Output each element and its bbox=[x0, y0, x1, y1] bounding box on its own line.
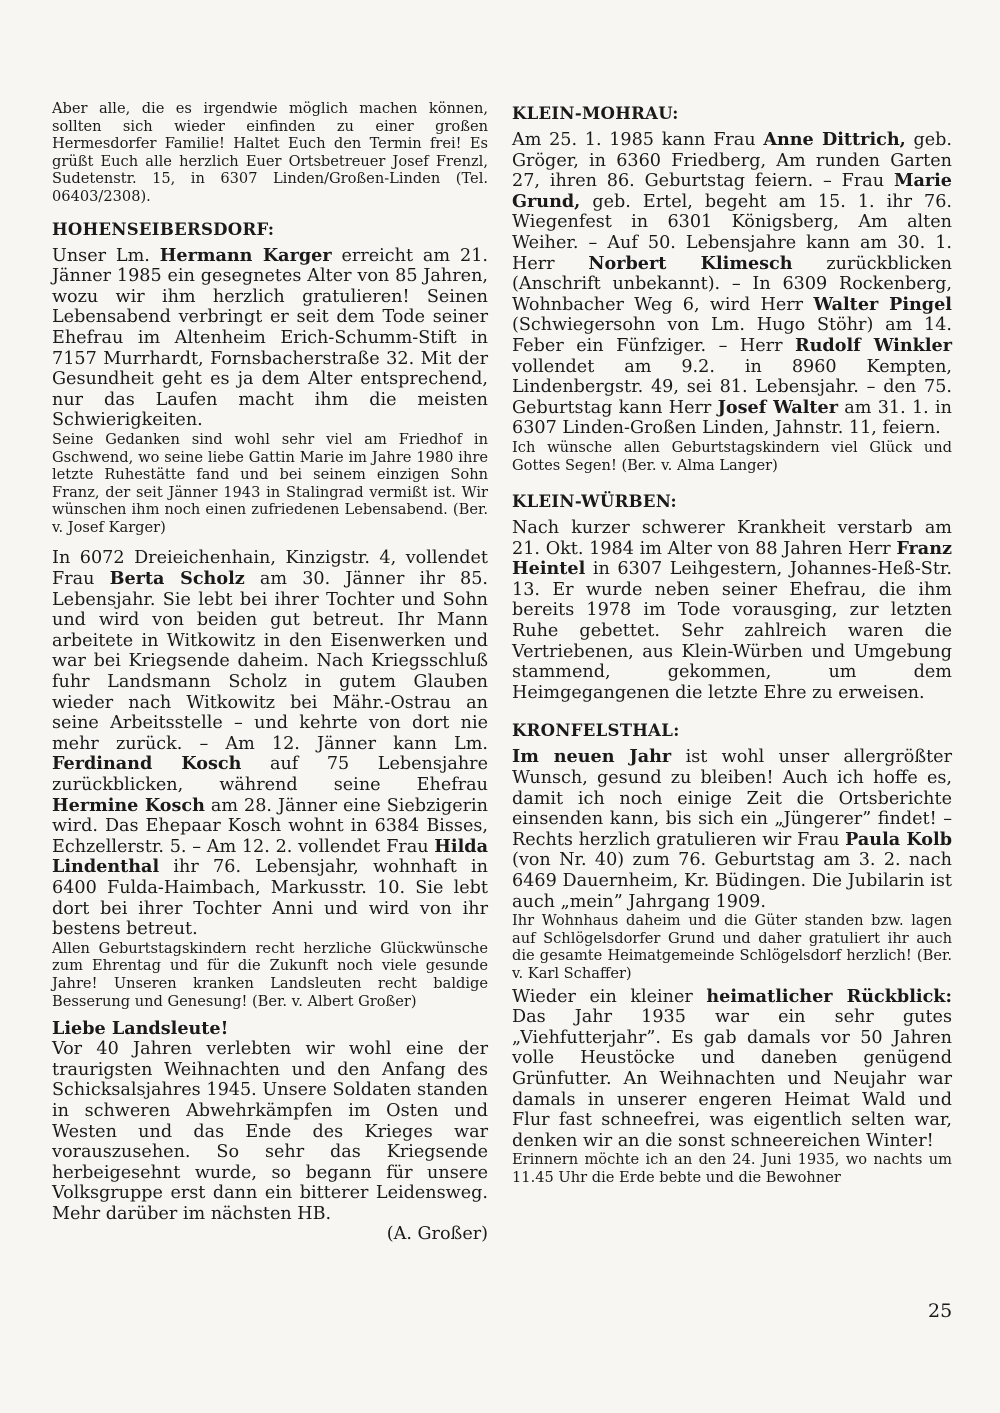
name-marie-grund: Marie Grund, bbox=[512, 170, 952, 212]
section-kronfelsthal bbox=[512, 721, 952, 1186]
section-klein-mohrau bbox=[512, 104, 952, 474]
name-walter-pingel: Walter Pingel bbox=[813, 293, 952, 315]
paragraph-klein-wuerben: Nach kurzer schwerer Krankheit verstarb am 21. Okt. 1984 im Alter von 88 Jahren Herr Franz Heintel in 6307 Leihgestern, Johannes-Heß-Str. 13. Er wurde neben seiner Ehefrau, die ihm bereits 1978 im Tode vorausging, zur letzten Ruhe gebettet. Sehr zahlreich waren die Vertriebenen, aus Klein-Würben und Umgebung stammend, gekommen, um dem Heimgegangenen die letzte Ehre zu erweisen. bbox=[512, 518, 952, 703]
paragraph-kronfelsthal-small: Ihr Wohnhaus daheim und die Güter standen bzw. lagen auf Schlögelsdorfer Grund und daher gratuliert ihr auch die gesamte Heimatgemeinde Schlögelsdorf herzlich! (Ber. v. Karl Schaffer) bbox=[512, 912, 952, 982]
name-hermann-karger: Hermann Karger bbox=[159, 244, 332, 266]
name-paula-kolb: Paula Kolb bbox=[845, 828, 952, 850]
left-column bbox=[52, 100, 488, 1245]
name-franz-heintel: Franz Heintel bbox=[512, 537, 952, 580]
name-josef-walter: Josef Walter bbox=[717, 396, 839, 418]
paragraph-rueckblick: Wieder ein kleiner heimatlicher Rückblick: Das Jahr 1935 war ein sehr gutes „Viehfutterjahr”. Es gab damals vor 50 Jahren volle Heustöcke und daneben genügend Grünfutter. An Weihnachten und Neujahr war damals in unserer engeren Heimat Wald und Flur fast schneefrei, was eigentlich selten war, denken wir an die sonst schneereichen Winter! bbox=[512, 985, 952, 1151]
paragraph-kronfelsthal: Im neuen Jahr ist wohl unser allergrößter Wunsch, gesund zu bleiben! Auch ich hoffe es, damit ich noch einige Zeit die Ortsberichte einsenden kann, bis sich ein „Jüngerer” findet! – Rechts herzlich gratulieren wir Frau Paula Kolb (von Nr. 40) zum 76. Geburtstag am 3. 2. nach 6469 Dauernheim, Kr. Büdingen. Die Jubilarin ist auch „mein” Jahrgang 1909. bbox=[512, 746, 952, 912]
name-rudolf-winkler: Rudolf Winkler bbox=[795, 334, 952, 356]
heading-kronfelsthal: KRONFELSTHAL: bbox=[512, 721, 680, 741]
heading-klein-mohrau: KLEIN-MOHRAU: bbox=[512, 104, 679, 123]
paragraph-dreieichenhain: In 6072 Dreieichenhain, Kinzigstr. 4, vollendet Frau Berta Scholz am 30. Jänner ihr 85. Lebensjahr. Sie lebt bei ihrer Tochter und Sohn und wird von beiden gut betreut. Ihr Mann arbeitete in Witkowitz in den Eisenwerken und war bei Kriegsende daheim. Nach Kriegsschluß fuhr Landsmann Scholz in gutem Glauben wieder nach Witkowitz bei Mähr.-Ostrau an seine Arbeitsstelle – und kehrte von dort nie mehr zurück. – Am 12. Jänner kann Lm. Ferdinand Kosch auf 75 Lebensjahre zurückblicken, während seine Ehefrau Hermine Kosch am 28. Jänner eine Siebzigerin wird. Das Ehepaar Kosch wohnt in 6384 Bisses, Echzellerstr. 5. – Am 12. 2. vollendet Frau Hilda Lindenthal ihr 76. Lebensjahr, wohnhaft in 6400 Fulda-Haimbach, Markusstr. 10. Sie lebt dort bei ihrer Tochter Anni und wird von ihr bestens betreut. bbox=[52, 548, 489, 940]
section-klein-wuerben bbox=[512, 492, 952, 703]
right-column bbox=[512, 104, 952, 1187]
section-hohenseibersdorf bbox=[52, 220, 488, 537]
paragraph-liebe-landsleute: Vor 40 Jahren verlebten wir wohl eine der traurigsten Weihnachten und den Anfang des Schicksalsjahres 1945. Unsere Soldaten standen in schweren Abwehrkämpfen im Osten und Westen und das Ende des Krieges war vorauszusehen. So sehr das Kriegsende herbeigesehnt wurde, so begann für unsere Volksgruppe erst dann ein bitterer Leidensweg. Mehr darüber im nächsten HB. bbox=[52, 1039, 488, 1224]
name-berta-scholz: Berta Scholz bbox=[109, 568, 245, 590]
heading-liebe-landsleute: Liebe Landsleute! bbox=[52, 1018, 229, 1040]
signature-grosser: (A. Großer) bbox=[386, 1224, 488, 1245]
name-hilda-lindenthal: Hilda Lindenthal bbox=[52, 835, 488, 878]
lead-heimatlicher-rueckblick: heimatlicher Rückblick: bbox=[706, 985, 952, 1007]
heading-klein-wuerben: KLEIN-WÜRBEN: bbox=[512, 492, 677, 512]
section-liebe-landsleute bbox=[52, 1018, 488, 1245]
heading-hohenseibersdorf: HOHENSEIBERSDORF: bbox=[52, 219, 275, 239]
paragraph-klein-mohrau: Am 25. 1. 1985 kann Frau Anne Dittrich, geb. Gröger, in 6360 Friedberg, Am runden Garten 27, ihren 86. Geburtstag feiern. – Frau Marie Grund, geb. Ertel, begeht am 15. 1. ihr 76. Wiegenfest in 6301 Königsberg, Am alten Weiher. – Auf 50. Lebensjahre kann am 30. 1. Herr Norbert Klimesch zurückblicken (Anschrift unbekannt). – In 6309 Rockenberg, Wohnbacher Weg 6, wird Herr Walter Pingel (Schwiegersohn von Lm. Hugo Stöhr) am 14. Feber ein Fünfziger. – Herr Rudolf Winkler vollendet am 9.2. in 8960 Kempten, Lindenbergstr. 49, sei 81. Lebensjahr. – den 75. Geburtstag kann Herr Josef Walter am 31. 1. in 6307 Linden-Großen Linden, Jahnstr. 11, feiern. bbox=[512, 129, 952, 439]
lead-im-neuen-jahr: Im neuen Jahr bbox=[512, 746, 672, 768]
paragraph-karger-small: Seine Gedanken sind wohl sehr viel am Friedhof in Gschwend, wo seine liebe Gattin Marie im Jahre 1980 ihre letzte Ruhestätte fand und bei seinem einzigen Sohn Franz, der seit Jänner 1943 in Stalingrad vermißt ist. Wir wünschen ihm noch einen zufriedenen Lebensabend. (Ber. v. Josef Karger) bbox=[52, 430, 488, 536]
name-hermine-kosch: Hermine Kosch bbox=[52, 794, 205, 816]
paragraph-wishes-grosser: Allen Geburtstagskindern recht herzliche Glückwünsche zum Ehrentag und für die Zukunft noch viele gesunde Jahre! Unseren kranken Landsleuten recht baldige Besserung und Genesung! (Ber. v. Albert Großer) bbox=[52, 939, 488, 1010]
name-ferdinand-kosch: Ferdinand Kosch bbox=[52, 753, 242, 775]
page-number: 25 bbox=[928, 1300, 953, 1322]
name-anne-dittrich: Anne Dittrich, bbox=[763, 129, 906, 150]
paragraph-erinnern: Erinnern möchte ich an den 24. Juni 1935, wo nachts um 11.45 Uhr die Erde bebte und die Bewohner bbox=[512, 1151, 952, 1186]
section-dreieichenhain bbox=[52, 548, 488, 1010]
paragraph-karger: Unser Lm. Hermann Karger erreicht am 21. Jänner 1985 ein gesegnetes Alter von 85 Jahren, wozu wir ihm herzlich gratulieren! Seinen Lebensabend verbringt er seit dem Tode seiner Ehefrau im Altenheim Erich-Schumm-Stift in 7157 Murrhardt, Fornsbacherstraße 32. Mit der Gesundheit geht es ja dem Alter entsprechend, nur das Laufen macht ihm die meisten Schwierigkeiten. bbox=[52, 244, 488, 431]
intro-paragraph: Aber alle, die es irgendwie möglich machen können, sollten sich wieder einfinden zu einer großen Hermesdorfer Familie! Haltet Euch den Termin frei! Es grüßt Euch alle herzlich Euer Ortsbetreuer Josef Frenzl, Sudetenstr. 15, in 6307 Linden/Großen-Linden (Tel. 06403/2308). bbox=[52, 100, 488, 205]
name-norbert-klimesch: Norbert Klimesch bbox=[588, 252, 793, 274]
paragraph-wishes-langer: Ich wünsche allen Geburtstagskindern viel Glück und Gottes Segen! (Ber. v. Alma Langer) bbox=[512, 438, 952, 474]
